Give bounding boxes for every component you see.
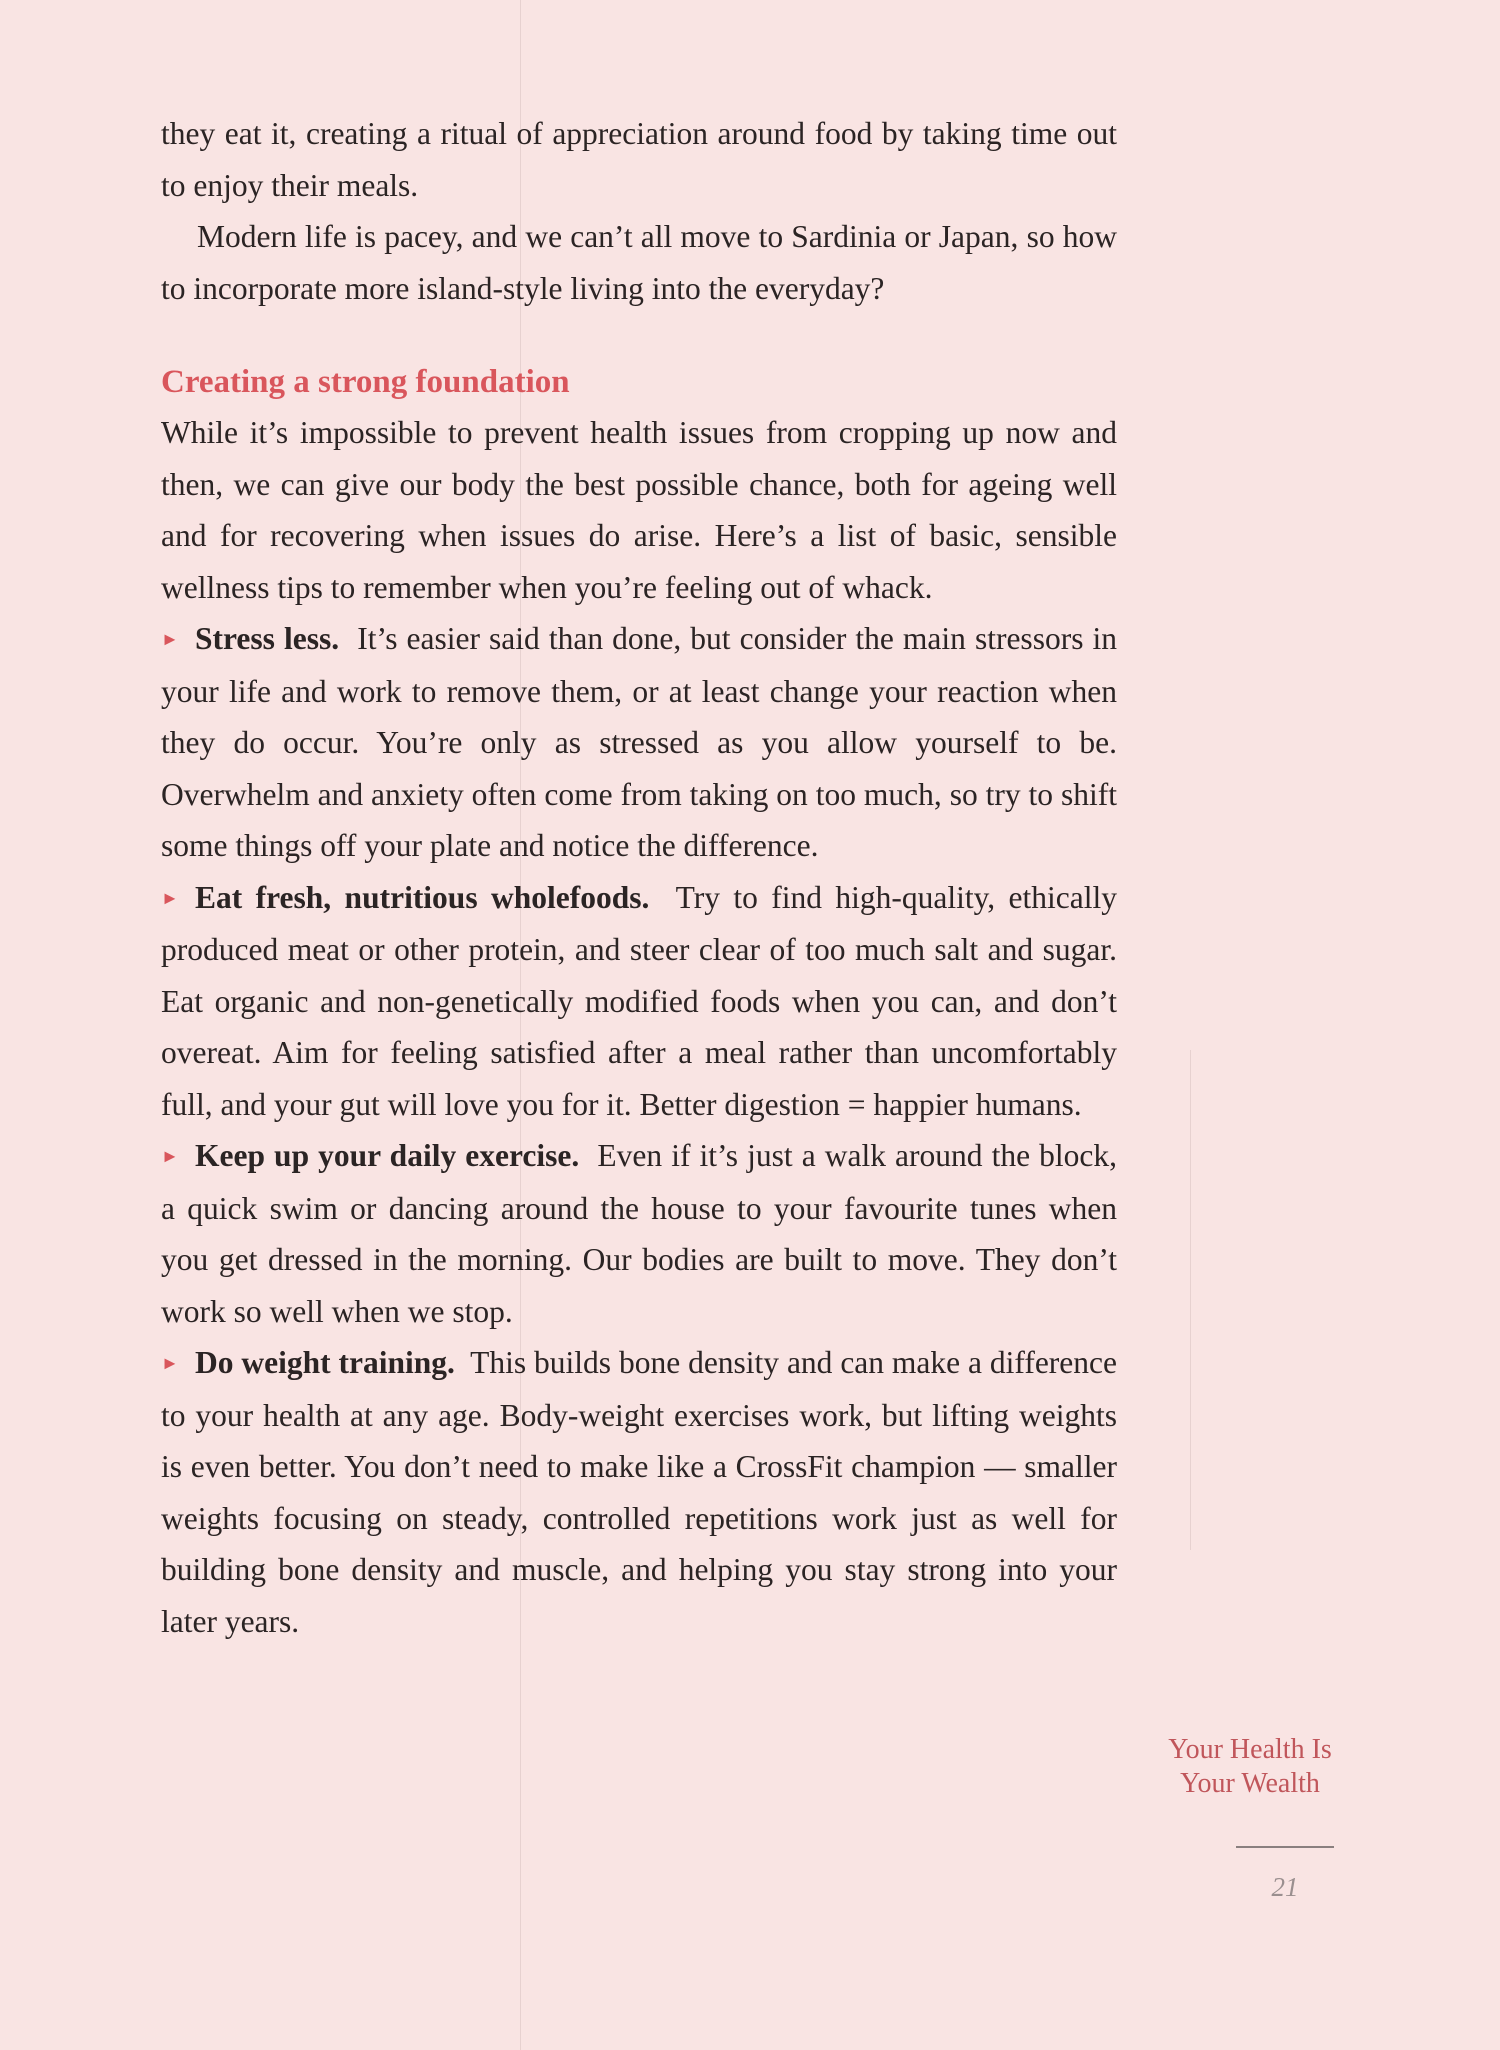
bullet-text: This builds bone density and can make a difference to your health at any age. Body-weight exercises work, but lifting weights is even better. You don’t need to make like a CrossFit champion — smaller weights focusing on steady, controlled repetitions work just as well for building bone density and muscle, and helping you stay strong into your later years. xyxy=(161,1345,1117,1639)
running-title-line: Your Wealth xyxy=(1180,1768,1320,1799)
bullet-item xyxy=(161,1130,1117,1337)
running-title-line: Your Health Is xyxy=(1168,1734,1332,1765)
section-intro: While it’s impossible to prevent health issues from cropping up now and then, we can give our body the best possible chance, both for ageing well and for recovering when issues do arise. Here’s a list of basic, sensible wellness tips to remember when you’re feeling out of whack. xyxy=(161,415,1117,605)
running-title xyxy=(1150,1733,1350,1801)
body-text-column xyxy=(161,108,1117,1647)
triangle-right-icon: ► xyxy=(161,629,179,649)
bullet-text: It’s easier said than done, but consider the main stressors in your life and work to remove them, or at least change your reaction when they do occur. You’re only as stressed as you allow yourself to be. Overwhelm and anxiety often come from taking on too much, so try to shift some things off your plate and notice the difference. xyxy=(161,621,1118,863)
triangle-right-icon: ► xyxy=(161,1146,179,1166)
bullet-text: Even if it’s just a walk around the block, a quick swim or dancing around the house to your favourite tunes when you get dressed in the morning. Our bodies are built to move. They don’t work so well when we stop. xyxy=(161,1138,1118,1329)
bullet-title: Keep up your daily exercise. xyxy=(195,1138,580,1173)
bullet-title: Eat fresh, nutritious wholefoods. xyxy=(195,879,650,915)
divider xyxy=(1236,1846,1334,1848)
bullet-title: Stress less. xyxy=(195,621,340,656)
section-heading: Creating a strong foundation xyxy=(161,364,570,400)
bullet-item xyxy=(161,613,1117,872)
bullet-item xyxy=(161,1337,1117,1647)
bullet-item xyxy=(161,872,1117,1131)
triangle-right-icon: ► xyxy=(161,887,179,908)
page-crease xyxy=(1190,1050,1191,1550)
page-number: 21 xyxy=(1271,1872,1299,1902)
opening-paragraph: they eat it, creating a ritual of appreciation around food by taking time out to enjoy their meals. xyxy=(161,116,1117,203)
bullet-text: Try to find high-quality, ethically produced meat or other protein, and steer clear of too much salt and sugar. Eat organic and non-genetically modified foods when you can, and don’t overeat. Aim for feeling satisfied after a meal rather than uncomfortably full, and your gut will love you for it. Better digestion = happier humans. xyxy=(161,879,1117,1122)
triangle-right-icon: ► xyxy=(161,1353,179,1373)
bullet-title: Do weight training. xyxy=(195,1345,455,1380)
second-paragraph: Modern life is pacey, and we can’t all move to Sardinia or Japan, so how to incorporate more island-style living into the everyday? xyxy=(161,219,1117,306)
